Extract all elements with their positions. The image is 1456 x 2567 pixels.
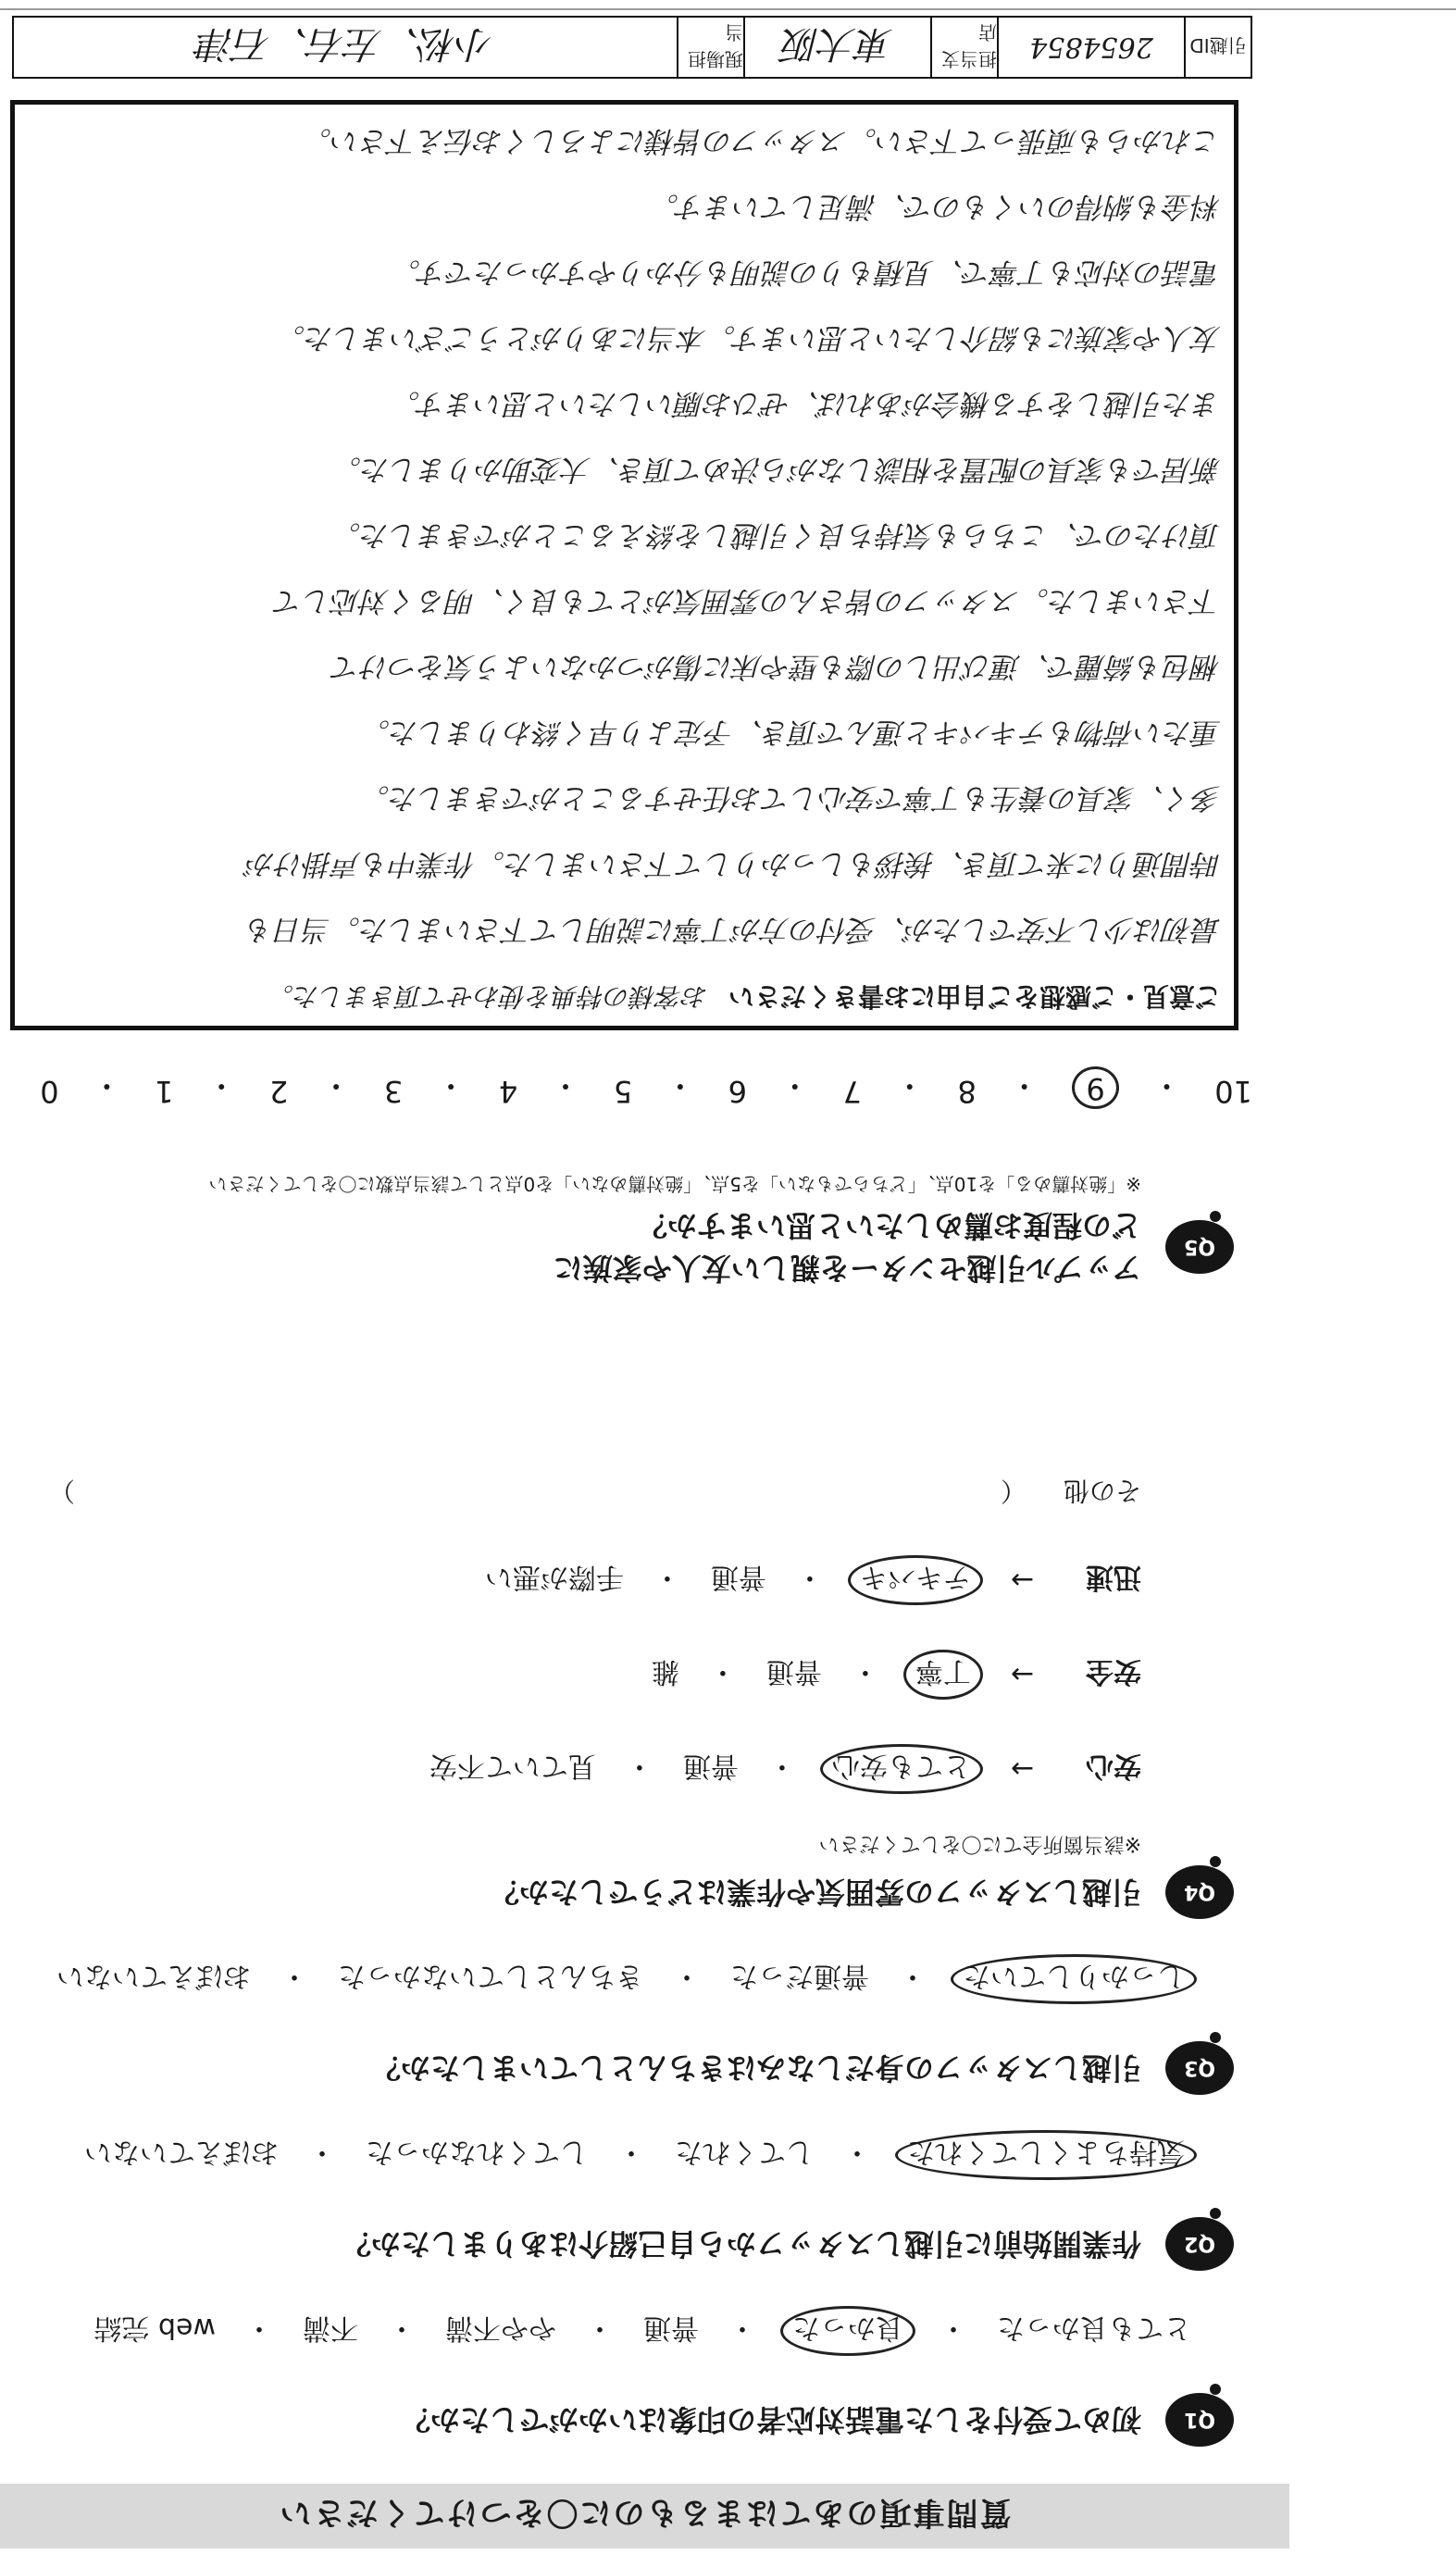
comment-line: 多く、家具の養生も丁寧で安心してお任せすることができました。 <box>360 781 1221 815</box>
arrow-icon: → <box>1010 1658 1034 1691</box>
comment-line: また引越しをする機会があれば、ぜひお願いしたいと思います。 <box>391 387 1221 420</box>
q3-text: 引越しスタッフの身だしなみはきちんとしていましたか？ <box>370 2050 1141 2086</box>
q1-option[interactable]: web 完結 <box>93 2312 216 2344</box>
comment-line: 友人や家族にも紹介したいと思います。本当にありがとうございました。 <box>276 321 1221 355</box>
question-3 <box>31 1954 1234 2095</box>
staff-value: 小松、左右、石津 <box>197 22 493 66</box>
scale-point[interactable]: 6 <box>728 1074 748 1109</box>
instruction-banner <box>0 2484 1289 2548</box>
q4-option[interactable]: 普通 <box>682 1750 739 1782</box>
q4-row-label: 安心 <box>1086 1750 1141 1782</box>
comment-line: 最初は少し不安でしたが、受付の方が丁寧に説明して下さいました。当日も <box>245 913 1221 946</box>
q4-option-selected[interactable]: テキパキ <box>848 1555 983 1605</box>
scale-point[interactable]: 4 <box>498 1074 518 1109</box>
q1-option[interactable]: やや不満 <box>445 2312 556 2344</box>
q4-other-open: （ <box>1000 1476 1027 1506</box>
staff-label: 現場担当 <box>677 18 743 77</box>
q4-option[interactable]: 手際が悪い <box>484 1561 624 1593</box>
q2-option[interactable]: おぼえていない <box>84 2136 279 2168</box>
q1-option-selected[interactable]: 良かった <box>780 2306 915 2356</box>
scale-point[interactable]: 8 <box>957 1074 977 1109</box>
q4-option-selected[interactable]: 丁寧 <box>903 1650 983 1700</box>
scale-point[interactable]: 0 <box>40 1074 59 1109</box>
scan-edge-line <box>0 8 1456 10</box>
q4-row-jinsoku: 迅速 → テキパキ ・ 普通 ・ 手際が悪い <box>31 1555 1141 1605</box>
q5-scale: 10 ・ 9 ・ 8 ・ 7 ・ 6 ・ 5 ・ 4 ・ 3 ・ 2 ・ 1 ・ 0 <box>40 1068 1252 1109</box>
q4-other <box>31 1474 1141 1511</box>
comment-line: 新居でも家具の配置を相談しながら決めて頂き、大変助かりました。 <box>332 453 1221 486</box>
question-4 <box>31 1474 1234 1919</box>
q4-other-close: ） <box>48 1476 75 1506</box>
q2-option-selected[interactable]: 気持ちよくしてくれた <box>895 2130 1197 2180</box>
comment-title-text: ご意見・ご感想をご自由にお書きください <box>728 981 1221 1012</box>
comment-line: 料金も納得のいくもので、満足しています。 <box>650 190 1221 223</box>
q3-badge: Q3 <box>1165 2041 1234 2095</box>
q2-options: 気持ちよくしてくれた ・ してくれた ・ してくれなかった ・ おぼえていない <box>31 2130 1197 2180</box>
comment-box[interactable] <box>10 100 1238 1030</box>
scale-point[interactable]: 5 <box>613 1074 633 1109</box>
question-2 <box>31 2130 1234 2271</box>
comment-line: 下さいました。スタッフの皆さんの雰囲気がとても良く、明るく対応して <box>274 584 1221 617</box>
branch-value: 東大阪 <box>743 18 930 77</box>
q2-text: 作業開始前に引越しスタッフから自己紹介はありましたか？ <box>341 2226 1141 2262</box>
q5-note: ※「絶対薦める」を10点、「どちらでもない」を5点、「絶対薦めない」を0点として該当点数に〇をしてください <box>208 1173 1141 1195</box>
q4-row-label: 安全 <box>1086 1655 1141 1688</box>
q5-text <box>554 1204 1141 1290</box>
q4-option[interactable]: 普通 <box>765 1655 822 1688</box>
scale-point[interactable]: 1 <box>155 1074 174 1109</box>
q3-options: しっかりしていた ・ 普通だった ・ きちんとしていなかった ・ おぼえていない <box>31 1954 1197 2004</box>
q5-text-line2: どの程度お薦めしたいと思いますか？ <box>637 1208 1141 1243</box>
q5-badge: Q5 <box>1165 1220 1234 1274</box>
q4-option[interactable]: 見ていて不安 <box>429 1750 596 1782</box>
question-5 <box>31 1172 1234 1290</box>
comment-title-tail: お客様の特典を使わせて頂きました。 <box>268 981 709 1012</box>
arrow-icon: → <box>1010 1752 1034 1786</box>
q2-option[interactable]: してくれなかった <box>366 2136 588 2168</box>
q3-option[interactable]: おぼえていない <box>56 1960 251 1992</box>
comment-line: 頂けたので、こちらも気持ち良く引越しを終えることができました。 <box>331 518 1221 552</box>
comment-line: 梱包も綺麗で、運び出しの際も壁や床に傷がつかないよう気をつけて <box>331 650 1221 683</box>
instruction-text: 質問事項のあてはまるものに〇をつけてください <box>278 2494 1012 2532</box>
q1-text: 初めて受付をした電話対応者の印象はいかがでしたか？ <box>400 2402 1141 2437</box>
q1-option[interactable]: 普通 <box>643 2312 699 2344</box>
scale-point[interactable]: 7 <box>842 1074 862 1109</box>
q4-badge: Q4 <box>1165 1865 1234 1919</box>
staff-info-table <box>12 16 1252 79</box>
q4-row-anzen: 安全 → 丁寧 ・ 普通 ・ 雑 <box>31 1650 1141 1700</box>
q4-option-selected[interactable]: とても安心 <box>820 1744 983 1794</box>
q1-badge: Q1 <box>1165 2393 1234 2447</box>
q1-option[interactable]: とても良かった <box>997 2312 1191 2344</box>
comment-line: 重たい荷物もテキパキと運んで頂き、予定より早く終わりました。 <box>361 716 1221 749</box>
question-1 <box>31 2306 1234 2447</box>
arrow-icon: → <box>1010 1564 1034 1597</box>
scale-point[interactable]: 10 <box>1214 1074 1252 1109</box>
q3-option[interactable]: 普通だった <box>730 1960 869 1992</box>
move-id-label: 引越ID <box>1184 18 1251 77</box>
q4-row-anshin: 安心 → とても安心 ・ 普通 ・ 見ていて不安 <box>31 1744 1141 1794</box>
q4-option[interactable]: 普通 <box>710 1561 766 1593</box>
scale-point-selected[interactable]: 9 <box>1072 1066 1118 1109</box>
q2-option[interactable]: してくれた <box>675 2136 814 2168</box>
scale-point[interactable]: 3 <box>383 1074 404 1109</box>
q1-options: とても良かった ・ 良かった ・ 普通 ・ やや不満 ・ 不満 ・ web 完結 <box>31 2306 1197 2356</box>
q4-other-field[interactable] <box>75 1474 1001 1511</box>
q1-option[interactable]: 不満 <box>303 2312 358 2344</box>
q4-row-label: 迅速 <box>1086 1561 1141 1593</box>
comment-line: これからも頑張って下さい。スタッフの皆様によろしくお伝え下さい。 <box>303 124 1221 157</box>
q5-text-line1: アップル引越センターを親しい友人や家族に <box>553 1251 1141 1286</box>
q2-badge: Q2 <box>1165 2217 1234 2271</box>
comment-line: 時間通りに来て頂き、挨拶もしっかりして下さいました。作業中も声掛けが <box>246 847 1221 880</box>
branch-label: 担当支店 <box>930 18 997 77</box>
q3-option[interactable]: きちんとしていなかった <box>338 1960 643 1992</box>
comment-line: 電話の対応も丁寧で、見積もりの説明も分かりやすかったです。 <box>392 255 1221 289</box>
q4-other-label: その他 <box>1063 1476 1141 1506</box>
move-id-value: 2654854 <box>997 18 1184 77</box>
q4-note: ※該当箇所全てに〇をしてください <box>818 1832 1141 1855</box>
q4-text: 引越しスタッフの雰囲気や作業はどうでしたか？ <box>489 1875 1141 1910</box>
scale-point[interactable]: 2 <box>269 1074 289 1109</box>
q3-option-selected[interactable]: しっかりしていた <box>951 1954 1197 2004</box>
comment-title <box>268 979 1221 1016</box>
q4-option[interactable]: 雑 <box>651 1655 679 1688</box>
